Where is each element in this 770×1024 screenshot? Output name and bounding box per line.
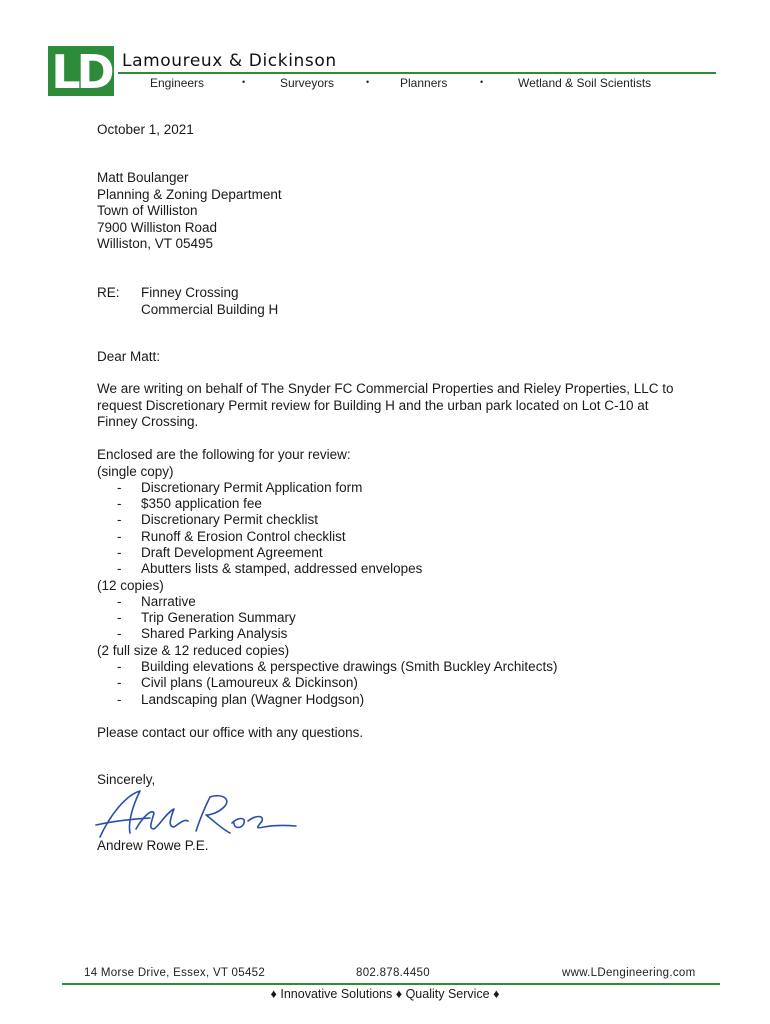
recipient-city: Williston, VT 05495 [97,236,214,251]
recipient-town: Town of Williston [97,203,198,218]
footer-address: 14 Morse Drive, Essex, VT 05452 [84,967,266,979]
service-separator: • [366,77,370,87]
list-item: - Building elevations & perspective drawings (Smith Buckley Architects) [97,659,557,675]
salutation: Dear Matt: [97,349,161,364]
list-item: - Runoff & Erosion Control checklist [97,529,557,545]
re-line-1: Finney Crossing [141,285,239,300]
signature-image [92,785,302,845]
group-heading: (2 full size & 12 reduced copies) [97,642,290,658]
enclosed-intro: Enclosed are the following for your review: [97,447,351,462]
list-item: - Abutters lists & stamped, addressed envelopes [97,561,557,577]
service-surveyors: Surveyors [280,76,335,90]
group-heading: (12 copies) [97,577,164,593]
body-paragraph: We are writing on behalf of The Snyder FC Commercial Properties and Rieley Properties, LLC to request Discretionary Permit review for Building H and the urban park located on Lot C-10 at Finney Crossing. [97,381,674,429]
header-rule [118,72,716,74]
recipient-address [97,170,282,253]
valediction: Sincerely, [97,772,156,787]
re-subject [141,285,278,318]
list-item: - Trip Generation Summary [97,610,557,626]
footer-phone: 802.878.4450 [356,967,430,979]
recipient-street: 7900 Williston Road [97,219,218,235]
service-planners: Planners [400,76,448,90]
list-item: - Landscaping plan (Wagner Hodgson) [97,692,557,708]
company-name: Lamoureux & Dickinson [122,51,337,71]
signer-name: Andrew Rowe P.E. [97,838,209,853]
footer-website: www.LDengineering.com [562,967,696,979]
enclosure-list [97,447,557,708]
recipient-department: Planning & Zoning Department [97,186,282,202]
ld-logo [48,46,114,96]
letter-date: October 1, 2021 [97,122,194,137]
re-line-2: Commercial Building H [141,301,279,317]
re-label: RE: [97,285,120,300]
list-item: - Discretionary Permit Application form [97,480,557,496]
footer-tagline: ♦ Innovative Solutions ♦ Quality Service ♦ [270,987,500,1001]
list-item: - Draft Development Agreement [97,545,557,561]
service-engineers: Engineers [150,76,205,90]
service-separator: • [480,77,484,87]
list-item: - Narrative [97,594,557,610]
recipient-name: Matt Boulanger [97,170,189,185]
service-scientists: Wetland & Soil Scientists [518,76,652,90]
footer-rule [62,983,720,985]
group-heading: (single copy) [97,463,174,479]
list-item: - Civil plans (Lamoureux & Dickinson) [97,675,557,691]
list-item: - Discretionary Permit checklist [97,512,557,528]
list-item: - Shared Parking Analysis [97,626,557,642]
logo-text: LD [51,46,111,96]
list-item: - $350 application fee [97,496,557,512]
closing-line: Please contact our office with any questions. [97,725,364,740]
service-separator: • [242,77,246,87]
